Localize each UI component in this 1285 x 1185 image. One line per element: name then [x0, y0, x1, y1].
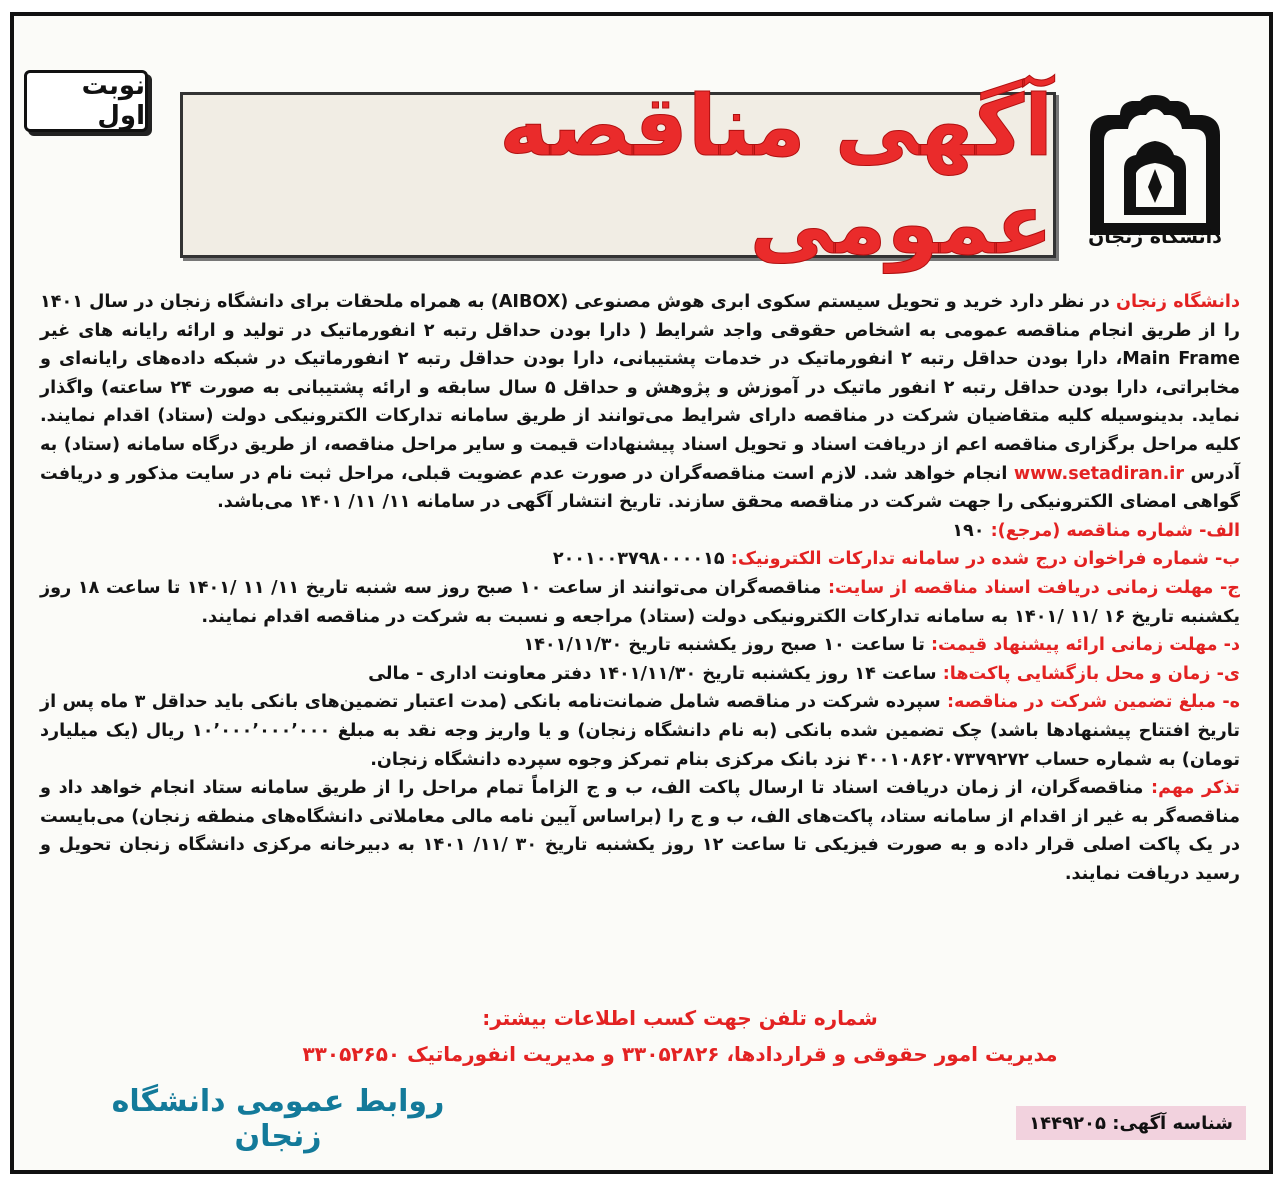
item-guarantee: ه- مبلغ تضمین شرکت در مناقصه: سپرده شرکت در مناقصه شامل ضمانت‌نامه بانکی (مدت اعتبار تضمین‌های بانکی باید حداقل ۳ ماه پس از تاریخ افتتاح پیشنهادها باشد) چک تضمین شده بانکی (به نام دانشگاه زنجان) و یا واریز وجه نقد به مبلغ ۱۰٬۰۰۰٬۰۰۰٬۰۰۰ ریال (یک میلیارد تومان) به شماره حساب ۴۰۰۱۰۸۶۲۰۷۳۷۹۲۷۲ نزد بانک مرکزی بنام تمرکز وجوه سپرده دانشگاه زنجان. — [40, 692, 1241, 770]
item-call-number: ب- شماره فراخوان درج شده در سامانه تدارکات الکترونیک: ۲۰۰۱۰۰۳۷۹۸۰۰۰۰۱۵ — [552, 549, 1240, 570]
contact-heading: شماره تلفن جهت کسب اطلاعات بیشتر: — [482, 1006, 878, 1030]
intro-text-2: انجام خواهد شد. لازم است مناقصه‌گران در صورت عدم عضویت قبلی، مراحل ثبت نام در سایت مذکور و دریافت گواهی امضای الکترونیکی را جهت شرکت در مناقصه محقق سازند. تاریخ انتشار آگهی در سامانه ۱۱/ ۱۱/ ۱۴۰۱ می‌باشد. — [40, 463, 1240, 513]
item-document-deadline: ج- مهلت زمانی دریافت اسناد مناقصه از سایت: مناقصه‌گران می‌توانند از ساعت ۱۰ صبح روز سه شنبه تاریخ ۱۱/ ۱۱ /۱۴۰۱ تا ساعت ۱۸ روز یکشنبه تاریخ ۱۶ /۱۱ /۱۴۰۱ به سامانه تدارکات الکترونیکی دولت (ستاد) مراجعه و نسبت به شرکت در مناقصه اقدام نمایند. — [40, 577, 1240, 627]
item-reference: الف- شماره مناقصه (مرجع): ۱۹۰ — [952, 520, 1240, 541]
notice-body — [40, 288, 1240, 888]
item-opening: ی- زمان و محل بازگشایی پاکت‌ها: ساعت ۱۴ روز یکشنبه تاریخ ۱۴۰۱/۱۱/۳۰ دفتر معاونت اداری - مالی — [368, 663, 1240, 684]
page-title: آگهی مناقصه عمومی — [499, 77, 1053, 273]
intro-text: در نظر دارد خرید و تحویل سیستم سکوی ابری هوش مصنوعی (AIBOX) به همراه ملحقات برای دانشگاه زنجان در سال ۱۴۰۱ را از طریق انجام مناقصه عمومی به اشخاص حقوقی واجد شرایط ( دارا بودن حداقل رتبه ۲ انفورماتیک در تولید و ارائه رایانه های غیر Main Frame، دارا بودن حداقل رتبه ۲ انفورماتیک در خدمات پشتیبانی، دارا بودن حداقل رتبه ۲ انفورماتیک در شبکه داده‌های رایانه‌ای و مخابراتی، دارا بودن حداقل رتبه ۲ انفور ماتیک در آموزش و پژوهش و حداقل ۵ سال سابقه و ارائه پشتیبانی به صورت ۲۴ ساعته) واگذار نماید. بدینوسیله کلیه متقاضیان شرکت در مناقصه دارای شرایط می‌توانند از طریق سامانه تدارکات الکترونیکی دولت (ستاد) اقدام نمایند. کلیه مراحل برگزاری مناقصه اعم از دریافت اسناد و تحویل اسناد پیشنهادات قیمت و سایر مراحل مناقصه، از طریق درگاه سامانه (ستاد) به آدرس — [40, 292, 1241, 484]
intro-paragraph — [40, 288, 1240, 517]
publisher-name: روابط عمومی دانشگاه زنجان — [111, 1084, 445, 1154]
contact-block — [230, 1002, 1130, 1074]
ad-identifier: شناسه آگهی: ۱۴۴۹۲۰۵ — [1016, 1106, 1246, 1140]
item-price-deadline: د- مهلت زمانی ارائه پیشنهاد قیمت: تا ساعت ۱۰ صبح روز یکشنبه تاریخ ۱۴۰۱/۱۱/۳۰ — [523, 635, 1240, 656]
intro-lead: دانشگاه زنجان — [1115, 292, 1240, 312]
logo-caption: دانشگاه زنجان — [1088, 226, 1222, 248]
round-badge: نوبت اول — [24, 70, 148, 132]
title-banner — [180, 77, 1056, 273]
important-note: تذکر مهم: مناقصه‌گران، از زمان دریافت اسناد تا ارسال پاکت الف، ب و ج الزاماً تمام مراحل را از طریق سامانه ستاد انجام خواهد داد و مناقصه‌گر به غیر از اقدام از سامانه ستاد، پاکت‌های الف، ب و ج را (براساس آیین نامه مالی معاملاتی دانشگاه‌های منطقه زنجان) می‌بایست در یک پاکت اصلی قرار داده و به صورت فیزیکی تا ساعت ۱۲ روز یکشنبه تاریخ ۳۰ /۱۱/ ۱۴۰۱ به دبیرخانه مرکزی دانشگاه زنجان تحویل و رسید دریافت نمایند. — [40, 778, 1240, 884]
contact-phones: مدیریت امور حقوقی و قراردادها، ۳۳۰۵۲۸۲۶ و مدیریت انفورماتیک ۳۳۰۵۲۶۵۰ — [302, 1042, 1058, 1066]
setad-url: www.setadiran.ir — [1013, 463, 1185, 484]
